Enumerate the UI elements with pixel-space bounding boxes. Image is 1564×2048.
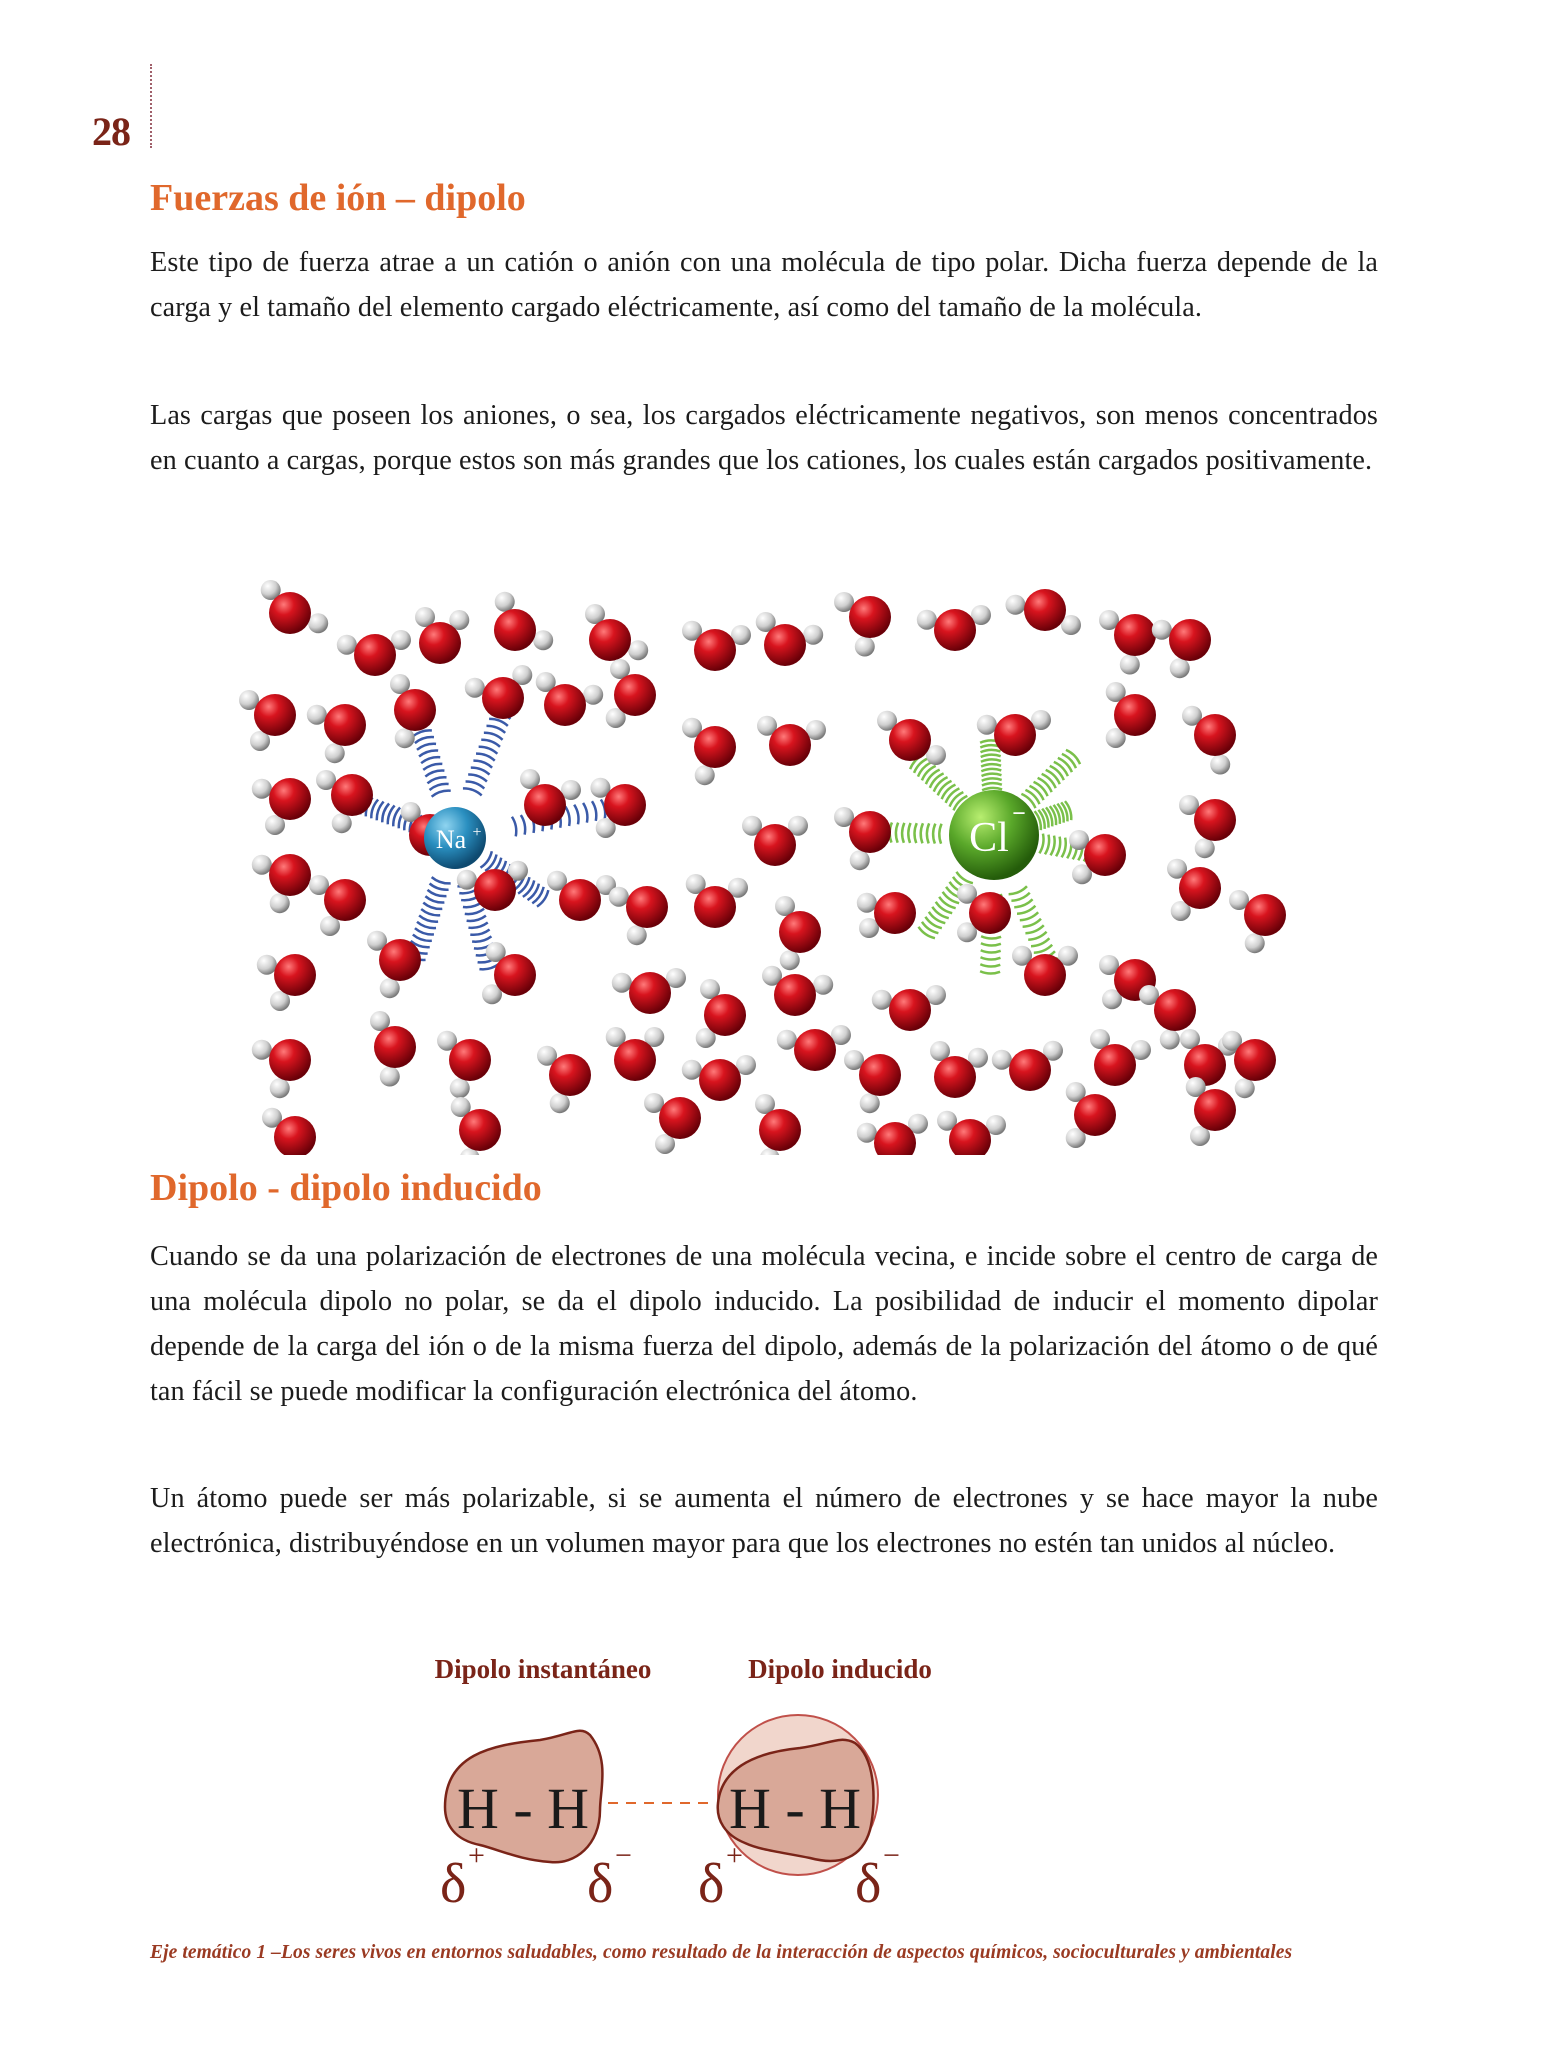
water-molecule <box>930 1041 988 1098</box>
oxygen-atom <box>694 629 736 671</box>
hydrogen-atom <box>583 685 603 705</box>
page-number: 28 <box>92 109 130 154</box>
hydrogen-atom <box>1235 1078 1255 1098</box>
oxygen-atom <box>1074 1094 1116 1136</box>
oxygen-atom <box>859 1054 901 1096</box>
delta-plus-right <box>698 1839 743 1915</box>
instantaneous-dipole-molecule: H - H <box>456 1776 590 1841</box>
water-molecule <box>415 607 469 664</box>
water-molecule <box>1069 830 1126 884</box>
induced-dipole-molecule: H - H <box>728 1776 862 1841</box>
oxygen-atom <box>889 989 931 1031</box>
water-molecule <box>367 931 421 998</box>
water-molecule <box>777 1025 851 1071</box>
dipole-diagram <box>400 1640 1120 1920</box>
water-molecule <box>742 816 808 866</box>
oxygen-atom <box>754 824 796 866</box>
water-molecule <box>1099 610 1156 675</box>
water-molecule <box>1012 946 1078 996</box>
water-molecule <box>1167 859 1221 921</box>
oxygen-atom <box>969 892 1011 934</box>
hydrogen-atom <box>857 1123 877 1143</box>
water-molecule <box>606 659 656 728</box>
delta-minus-right <box>855 1839 900 1915</box>
oxygen-atom <box>331 774 373 816</box>
hydrogen-atom <box>1005 595 1025 615</box>
hydrogen-atom <box>533 630 553 650</box>
water-molecule <box>451 1097 501 1155</box>
hydrogen-atom <box>1195 838 1215 858</box>
hydrogen-atom <box>1152 620 1172 640</box>
water-molecule <box>494 592 553 651</box>
hydrogen-atom <box>1170 658 1190 678</box>
section-heading-ion-dipole: Fuerzas de ión – dipolo <box>150 177 526 219</box>
hydrogen-atom <box>682 1060 702 1080</box>
water-molecule <box>682 1055 756 1101</box>
oxygen-atom <box>874 892 916 934</box>
delta-symbol: δ <box>855 1853 882 1915</box>
paragraph: Un átomo puede ser más polarizable, si se aumenta el número de electrones y se hace mayor la nube electrónica, distribuyéndose en un volumen mayor para que los electrones no estén tan unidos al núcleo. <box>150 1483 1378 1559</box>
water-molecule <box>1186 1077 1236 1146</box>
oxygen-atom <box>779 911 821 953</box>
hydrogen-atom <box>1120 655 1140 675</box>
chloride-ion <box>949 790 1039 880</box>
water-molecule <box>1005 589 1081 635</box>
hydrogen-atom <box>257 955 277 975</box>
oxygen-atom <box>544 684 586 726</box>
oxygen-atom <box>459 1109 501 1151</box>
hydrogen-atom <box>977 715 997 735</box>
oxygen-atom <box>589 619 631 661</box>
chloride-ion-label: Cl <box>969 815 1009 861</box>
water-molecule <box>482 942 536 1004</box>
oxygen-atom <box>1009 1049 1051 1091</box>
hydrogen-atom <box>855 637 875 657</box>
oxygen-atom <box>849 811 891 853</box>
hydrogen-atom <box>270 893 290 913</box>
water-molecule <box>877 711 946 765</box>
water-molecule <box>262 1108 316 1155</box>
water-molecule <box>252 854 311 913</box>
oxygen-atom <box>1244 894 1286 936</box>
oxygen-atom <box>1194 1089 1236 1131</box>
oxygen-atom <box>934 1056 976 1098</box>
hydrogen-atom <box>860 1093 880 1113</box>
oxygen-atom <box>934 609 976 651</box>
oxygen-atom <box>1194 799 1236 841</box>
oxygen-atom <box>659 1097 701 1139</box>
water-molecule <box>762 966 833 1016</box>
oxygen-atom <box>1024 589 1066 631</box>
water-molecule <box>834 592 891 657</box>
water-molecule <box>261 580 328 634</box>
oxygen-atom <box>354 634 396 676</box>
delta-symbol: δ <box>440 1853 467 1915</box>
minus-sign: − <box>883 1839 900 1872</box>
hydrogen-atom <box>872 990 892 1010</box>
hydrogen-atom <box>308 613 328 633</box>
hydrogen-atom <box>777 1030 797 1050</box>
oxygen-atom <box>1114 614 1156 656</box>
water-molecule <box>337 630 411 676</box>
paragraph: Este tipo de fuerza atrae a un catión o anión con una molécula de tipo polar. Dicha fuerza depende de la carga y el tamaño del elemento cargado eléctricamente, así como del tamaño de la molécula. <box>150 247 1378 323</box>
water-molecule <box>1106 682 1156 748</box>
water-molecule <box>1182 706 1236 775</box>
ion-dipole-bond <box>1021 750 1080 808</box>
oxygen-atom <box>379 939 421 981</box>
hydrogen-atom <box>325 743 345 763</box>
page-footer: Eje temático 1 –Los seres vivos en entornos saludables, como resultado de la interacción de aspectos químicos, socioculturales y ambientales <box>150 1942 1293 1963</box>
hydrogen-atom <box>917 610 937 630</box>
oxygen-atom <box>394 689 436 731</box>
oxygen-atom <box>1169 619 1211 661</box>
oxygen-atom <box>494 954 536 996</box>
plus-sign: + <box>726 1839 743 1872</box>
oxygen-atom <box>474 869 516 911</box>
water-molecule <box>437 1031 491 1098</box>
oxygen-atom <box>1154 989 1196 1031</box>
delta-symbol: δ <box>698 1853 725 1915</box>
water-molecule <box>536 672 603 726</box>
water-molecule <box>1066 1082 1116 1148</box>
hydrogen-atom <box>803 625 823 645</box>
water-molecule <box>844 1050 901 1113</box>
water-molecule <box>644 1093 701 1154</box>
water-molecule <box>316 770 373 833</box>
oxygen-atom <box>482 677 524 719</box>
hydrogen-atom <box>813 975 833 995</box>
water-molecule <box>682 718 736 785</box>
water-molecule <box>682 621 751 671</box>
water-molecule <box>520 769 581 826</box>
oxygen-atom <box>794 1029 836 1071</box>
water-molecule <box>857 892 916 938</box>
chloride-ion-charge: − <box>1012 801 1026 827</box>
hydrogen-atom <box>450 1078 470 1098</box>
sodium-ion-label: Na <box>435 825 467 854</box>
hydrogen-atom <box>857 893 877 913</box>
water-molecule <box>1152 619 1211 678</box>
oxygen-atom <box>1179 867 1221 909</box>
water-molecules <box>239 580 1286 1155</box>
oxygen-atom <box>324 704 366 746</box>
water-molecule <box>937 1111 1006 1155</box>
water-molecule <box>590 778 646 838</box>
oxygen-atom <box>324 879 366 921</box>
delta-plus-left <box>440 1839 485 1915</box>
water-molecule <box>239 690 296 751</box>
hydrogen-atom <box>1245 933 1265 953</box>
oxygen-atom <box>994 714 1036 756</box>
hydrogen-atom <box>380 978 400 998</box>
water-molecule <box>696 979 746 1048</box>
water-molecule <box>756 612 823 666</box>
oxygen-atom <box>629 972 671 1014</box>
oxygen-atom <box>1114 694 1156 736</box>
water-molecule <box>309 875 366 936</box>
hydrogen-atom <box>465 678 485 698</box>
hydrogen-atom <box>780 950 800 970</box>
oxygen-atom <box>764 624 806 666</box>
sodium-ion-charge: + <box>472 824 482 841</box>
oxygen-atom <box>1194 714 1236 756</box>
oxygen-atom <box>699 1059 741 1101</box>
oxygen-atom <box>1234 1039 1276 1081</box>
hydrogen-atom <box>1210 755 1230 775</box>
oxygen-atom <box>774 974 816 1016</box>
sodium-ion <box>424 807 486 869</box>
oxygen-atom <box>269 778 311 820</box>
hydrogen-atom <box>1160 1030 1180 1050</box>
oxygen-atom <box>849 596 891 638</box>
oxygen-atom <box>694 886 736 928</box>
oxygen-atom <box>604 784 646 826</box>
ion-dipole-illustration <box>215 555 1325 1155</box>
water-molecule <box>686 874 748 928</box>
water-molecule <box>917 605 991 651</box>
hydrogen-atom <box>337 635 357 655</box>
hydrogen-atom <box>850 850 870 870</box>
water-molecule <box>252 778 311 835</box>
oxygen-atom <box>524 784 566 826</box>
hydrogen-atom <box>270 1078 290 1098</box>
water-molecule <box>370 1011 416 1087</box>
water-molecule <box>857 1114 928 1155</box>
section-heading-induced-dipole: Dipolo - dipolo inducido <box>150 1167 542 1209</box>
hydrogen-atom <box>628 640 648 660</box>
plus-sign: + <box>468 1839 485 1872</box>
instantaneous-dipole-title: Dipolo instantáneo <box>434 1654 652 1684</box>
delta-symbol: δ <box>587 1853 614 1915</box>
hydrogen-atom <box>550 1093 570 1113</box>
oxygen-atom <box>1024 954 1066 996</box>
water-molecule <box>1222 1031 1276 1098</box>
water-molecule <box>1229 890 1286 953</box>
oxygen-atom <box>704 994 746 1036</box>
oxygen-atom <box>1084 834 1126 876</box>
hydrogen-atom <box>495 592 515 612</box>
water-molecule <box>547 871 616 921</box>
minus-sign: − <box>615 1839 632 1872</box>
oxygen-atom <box>269 592 311 634</box>
water-molecule <box>1179 795 1236 858</box>
water-molecule <box>992 1041 1063 1091</box>
hydrogen-atom <box>380 1067 400 1087</box>
paragraph: Cuando se da una polarización de electrones de una molécula vecina, e incide sobre el centro de carga de una molécula dipolo no polar, se da el dipolo inducido. La posibilidad de inducir el momento dipolar depende de la carga del ión o de la misma fuerza del dipolo, además de la polarización del átomo o de qué tan fácil se puede modificar la configuración electrónica del átomo. <box>150 1241 1378 1407</box>
water-molecule <box>465 665 532 719</box>
hydrogen-atom <box>612 973 632 993</box>
oxygen-atom <box>626 886 668 928</box>
water-molecule <box>755 1094 801 1155</box>
oxygen-atom <box>494 609 536 651</box>
water-molecule <box>775 896 821 970</box>
page-number-divider <box>150 64 152 148</box>
oxygen-atom <box>274 954 316 996</box>
water-molecule <box>612 968 686 1014</box>
oxygen-atom <box>269 854 311 896</box>
hydrogen-atom <box>252 779 272 799</box>
oxygen-atom <box>759 1109 801 1151</box>
hydrogen-atom <box>332 813 352 833</box>
hydrogen-atom <box>627 925 647 945</box>
hydrogen-atom <box>457 870 477 890</box>
oxygen-atom <box>419 622 461 664</box>
oxygen-atom <box>614 674 656 716</box>
paragraph: Las cargas que poseen los aniones, o sea, los cargados eléctricamente negativos, son menos concentrados en cuanto a cargas, porque estos son más grandes que los cationes, los cuales están cargados positivamente. <box>150 400 1378 476</box>
oxygen-atom <box>769 724 811 766</box>
water-molecule <box>307 704 366 763</box>
oxygen-atom <box>889 719 931 761</box>
water-molecule <box>537 1046 591 1113</box>
oxygen-atom <box>694 726 736 768</box>
water-molecule <box>1090 1029 1151 1086</box>
water-molecule <box>606 1027 665 1081</box>
oxygen-atom <box>614 1039 656 1081</box>
hydrogen-atom <box>695 765 715 785</box>
water-molecule <box>257 954 316 1011</box>
oxygen-atom <box>449 1039 491 1081</box>
hydrogen-atom <box>307 705 327 725</box>
oxygen-atom <box>254 694 296 736</box>
water-molecule <box>757 716 826 766</box>
water-molecule <box>585 604 648 661</box>
induced-dipole-title: Dipolo inducido <box>748 1654 932 1684</box>
oxygen-atom <box>374 1026 416 1068</box>
water-molecule <box>872 985 946 1031</box>
hydrogen-atom <box>609 887 629 907</box>
oxygen-atom <box>269 1039 311 1081</box>
water-molecule <box>834 807 891 870</box>
oxygen-atom <box>549 1054 591 1096</box>
delta-minus-left <box>587 1839 632 1915</box>
water-molecule <box>609 886 668 945</box>
water-molecule <box>252 1039 311 1098</box>
hydrogen-atom <box>252 855 272 875</box>
hydrogen-atom <box>252 1040 272 1060</box>
hydrogen-atom <box>992 1050 1012 1070</box>
oxygen-atom <box>559 879 601 921</box>
hydrogen-atom <box>395 728 415 748</box>
oxygen-atom <box>1094 1044 1136 1086</box>
water-molecule <box>957 884 1011 943</box>
